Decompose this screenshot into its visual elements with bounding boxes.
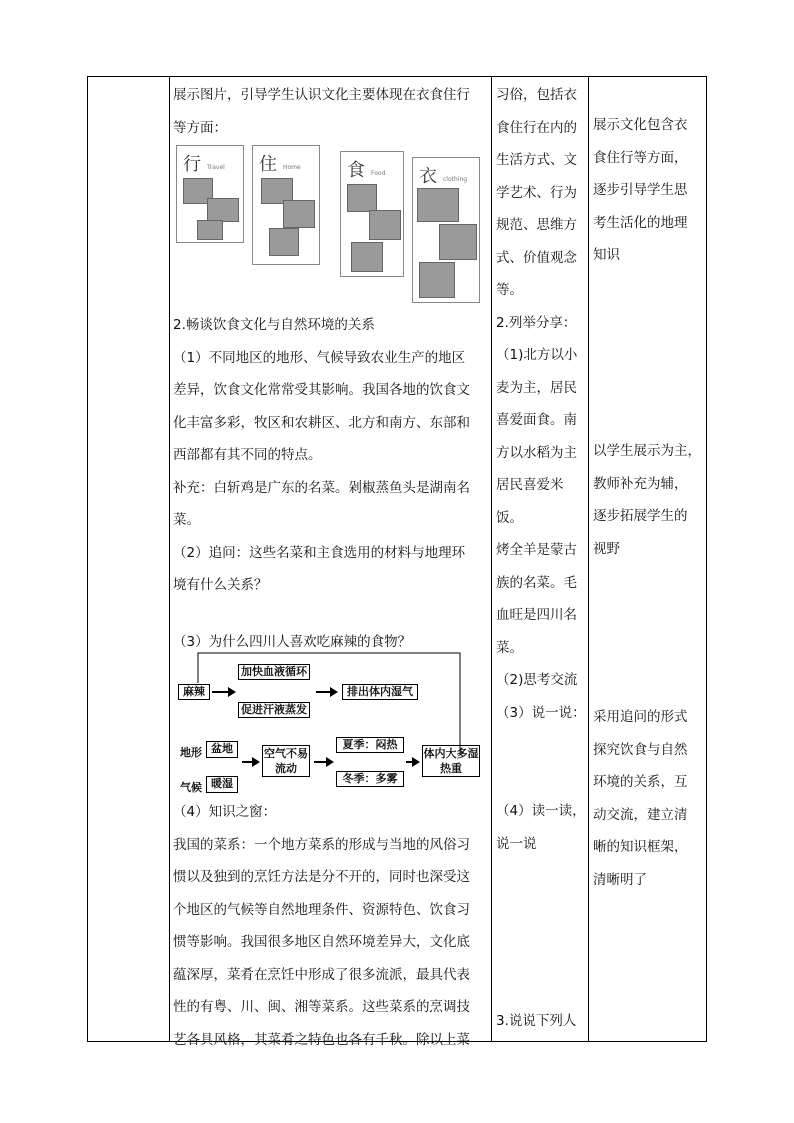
text-line: 展示图片，引导学生认识文化主要体现在衣食住行 bbox=[173, 87, 470, 103]
text-line: 动交流，建立清 bbox=[593, 806, 688, 823]
diagram-connector bbox=[176, 645, 486, 795]
student-text-4 bbox=[496, 1005, 588, 1038]
mala-box: 麻辣 bbox=[178, 684, 210, 700]
travel-image bbox=[176, 145, 244, 243]
text-line: （1)北方以小 bbox=[496, 347, 578, 363]
image-label: 住 bbox=[259, 154, 277, 175]
terrain-label: 地形 bbox=[180, 746, 202, 759]
climate-label: 气候 bbox=[180, 781, 202, 794]
text-line: 规范、思维方 bbox=[496, 217, 577, 233]
clothing-image bbox=[412, 157, 480, 303]
text-line: 食住行等方面， bbox=[593, 149, 688, 166]
text-line: （3）为什么四川人喜欢吃麻辣的食物？ bbox=[173, 633, 412, 650]
text-line: 等。 bbox=[496, 282, 523, 298]
image-label-en: clothing bbox=[443, 176, 468, 183]
last-text: 3.说说下列人 bbox=[496, 1013, 577, 1029]
text-line: 教师补充为辅， bbox=[593, 475, 688, 492]
student-text-2 bbox=[496, 339, 588, 664]
text-line: 知识 bbox=[593, 247, 620, 263]
text-line: 艺各具风格，其菜肴之特色也各有千秋。除以上菜 bbox=[173, 1031, 470, 1048]
air-box: 空气不易流动 bbox=[264, 747, 308, 775]
text-line: 惯以及独到的烹饪方法是分不开的，同时也深受这 bbox=[173, 869, 470, 885]
text-line: 生活方式、文 bbox=[496, 152, 577, 168]
intent-block-1 bbox=[593, 109, 703, 272]
sweat-box: 促进汗液蒸发 bbox=[238, 702, 310, 718]
text-line: 方以水稻为主 bbox=[496, 444, 577, 461]
text-line: 清晰明了 bbox=[593, 871, 647, 888]
text-line: （1）不同地区的地形、气候导致农业生产的地区 bbox=[173, 349, 466, 366]
text-line: 差异，饮食文化常常受其影响。我国各地的饮食文 bbox=[173, 382, 470, 398]
design-intent-column bbox=[593, 77, 703, 1041]
blood-box: 加快血液循环 bbox=[238, 664, 310, 680]
intent-block-3 bbox=[593, 701, 703, 896]
summer-box: 夏季：闷热 bbox=[336, 737, 404, 753]
text-line: 境有什么关系？ bbox=[173, 577, 268, 593]
text-line: 西部都有其不同的特点。 bbox=[173, 447, 322, 463]
column-divider-2 bbox=[491, 77, 492, 1041]
student-text-1 bbox=[496, 79, 588, 307]
read-text: （4）读一读， bbox=[496, 803, 586, 819]
image-label-en: Home bbox=[283, 164, 301, 171]
text-line: 晰的知识框架， bbox=[593, 839, 688, 855]
text-line: 学艺术、行为 bbox=[496, 184, 577, 201]
text-line: 麦为主，居民 bbox=[496, 379, 577, 396]
home-image bbox=[252, 145, 320, 265]
text-line: 食住行在内的 bbox=[496, 119, 577, 136]
lesson-table bbox=[87, 76, 707, 1048]
text-line: 采用追问的形式 bbox=[593, 709, 688, 725]
text-line: （4）知识之窗： bbox=[173, 804, 277, 820]
intent-block-2 bbox=[593, 435, 703, 565]
image-label: 行 bbox=[183, 154, 201, 175]
climate-box: 暖湿 bbox=[206, 776, 238, 793]
text-line: 逐步拓展学生的 bbox=[593, 508, 688, 524]
text-line: 以学生展示为主， bbox=[593, 443, 701, 459]
image-label: 衣 bbox=[419, 166, 437, 187]
column-divider-3 bbox=[588, 77, 589, 1041]
image-label: 食 bbox=[347, 160, 365, 181]
text-line: 补充：白斩鸡是广东的名菜。剁椒蒸鱼头是湖南名 bbox=[173, 479, 470, 496]
text-line: 血旺是四川名 bbox=[496, 607, 577, 623]
food-image bbox=[340, 151, 404, 277]
winter-box: 冬季：多雾 bbox=[336, 771, 404, 787]
think-text: （2)思考交流 bbox=[496, 672, 578, 688]
text-line: 探究饮食与自然 bbox=[593, 741, 688, 758]
image-label-en: Food bbox=[371, 170, 386, 177]
text-line: 考生活化的地理 bbox=[593, 214, 688, 231]
text-line: 菜。 bbox=[496, 639, 523, 656]
say-text: （3）说一说： bbox=[496, 704, 586, 721]
text-line: 展示文化包含衣 bbox=[593, 117, 688, 133]
image-label-en: Travel bbox=[207, 164, 225, 171]
student-text-3 bbox=[496, 795, 588, 860]
clothing-food-housing-travel-images bbox=[176, 145, 486, 305]
text-line: 居民喜爱米饭。 bbox=[496, 477, 564, 526]
text-line: 化丰富多彩，牧区和农耕区、北方和南方、东部和 bbox=[173, 414, 470, 431]
text-line: （2）追问：这些名菜和主食选用的材料与地理环 bbox=[173, 544, 466, 561]
text-line: 性的有粤、川、闽、湘等菜系。这些菜系的烹调技 bbox=[173, 999, 470, 1015]
text-line: 菜。 bbox=[173, 512, 200, 528]
read-text: 说一说 bbox=[496, 835, 537, 852]
text-line: 族的名菜。毛 bbox=[496, 574, 577, 591]
text-line: 个地区的气候等自然地理条件、资源特色、饮食习 bbox=[173, 901, 470, 918]
body-box: 体内大多湿热重 bbox=[423, 747, 479, 775]
column-divider-1 bbox=[169, 77, 170, 1041]
text-line: 我国的菜系：一个地方菜系的形成与当地的风俗习 bbox=[173, 836, 470, 853]
text-line: 式、价值观念 bbox=[496, 249, 577, 266]
text-line: 烤全羊是蒙古 bbox=[496, 542, 577, 558]
text-line: 环境的关系，互 bbox=[593, 774, 688, 790]
text-line: 习俗，包括衣 bbox=[496, 87, 577, 103]
text-line: 逐步引导学生思 bbox=[593, 182, 688, 198]
text-line: 视野 bbox=[593, 540, 620, 557]
student-activity-column bbox=[496, 77, 588, 1043]
text-line: 蕴深厚，菜肴在烹饪中形成了很多流派，最具代表 bbox=[173, 966, 470, 983]
text-line: 喜爱面食。南 bbox=[496, 412, 577, 428]
terrain-box: 盆地 bbox=[206, 741, 238, 758]
text-line: 2.畅谈饮食文化与自然环境的关系 bbox=[173, 317, 375, 333]
text-line: 惯等影响。我国很多地区自然环境差异大，文化底 bbox=[173, 934, 470, 950]
damp-box: 排出体内湿气 bbox=[342, 684, 418, 700]
share-title: 2.列举分享： bbox=[496, 314, 577, 331]
text-line: 等方面： bbox=[173, 119, 227, 136]
